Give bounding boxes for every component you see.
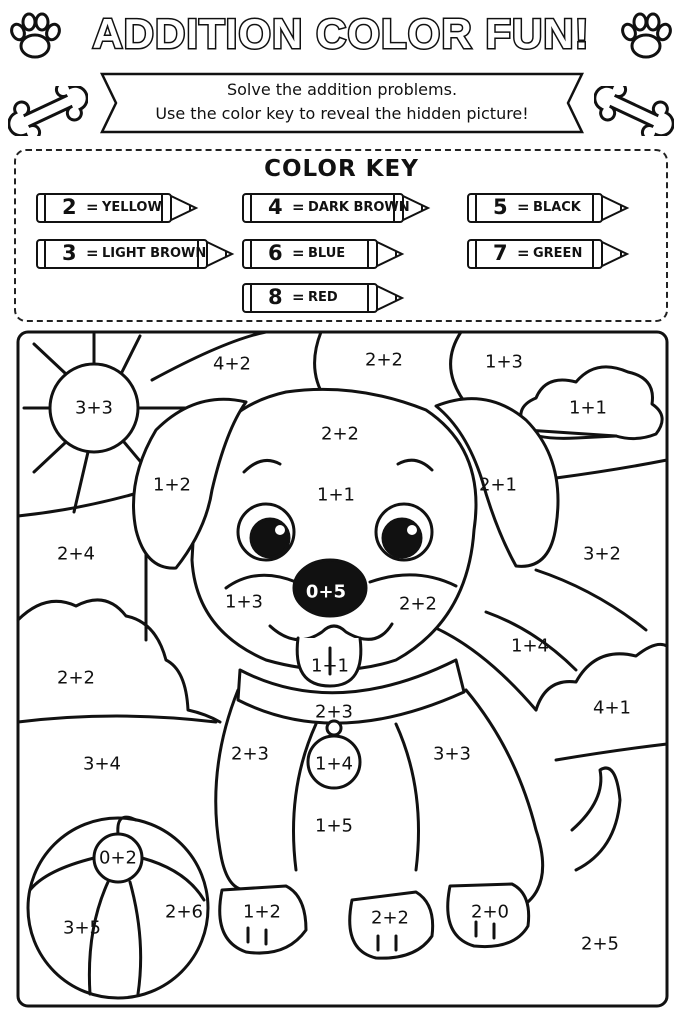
color-key-entry <box>36 192 200 224</box>
key-number: 6 <box>268 241 283 265</box>
problem-nose: 0+5 <box>305 581 347 603</box>
problem-body-right: 3+3 <box>433 743 471 765</box>
problem-ball-right: 2+6 <box>165 901 203 923</box>
key-color-name: YELLOW <box>102 200 162 215</box>
problem-ball-top: 0+2 <box>99 847 137 869</box>
problem-right-muzzle: 2+2 <box>399 593 437 615</box>
problem-sky-top-left: 4+2 <box>213 353 251 375</box>
key-color-name: RED <box>308 290 338 305</box>
problem-body-left: 2+3 <box>231 743 269 765</box>
key-number: 8 <box>268 285 283 309</box>
key-color-name: LIGHT BROWN <box>102 246 207 261</box>
key-color-name: DARK BROWN <box>308 200 410 215</box>
bone-icon <box>594 86 674 136</box>
key-number: 3 <box>62 241 77 265</box>
key-color-name: BLACK <box>533 200 581 215</box>
problem-sky-top-middle: 2+2 <box>365 349 403 371</box>
key-number: 4 <box>268 195 283 219</box>
bone-icon <box>8 86 88 136</box>
paw-print-icon <box>617 8 675 66</box>
problem-ball-left: 3+5 <box>63 917 101 939</box>
coloring-picture <box>16 330 669 1008</box>
problem-left-ear: 1+2 <box>153 474 191 496</box>
problem-collar: 2+3 <box>315 701 353 723</box>
color-key-entry <box>467 238 631 270</box>
paw-print-icon <box>6 8 64 66</box>
key-equals: = <box>292 288 305 306</box>
problem-tag: 1+4 <box>315 753 353 775</box>
color-key-entry <box>36 238 236 270</box>
problem-left-paw: 1+2 <box>243 901 281 923</box>
problem-bush-left: 2+2 <box>57 667 95 689</box>
instruction-line-1: Solve the addition problems. <box>226 80 458 99</box>
problem-hill-right: 1+4 <box>511 635 549 657</box>
problem-bush-right: 4+1 <box>593 697 631 719</box>
color-key-entry <box>242 282 406 314</box>
key-equals: = <box>517 244 530 262</box>
key-equals: = <box>86 244 99 262</box>
problem-left-muzzle: 1+3 <box>225 591 263 613</box>
key-color-name: BLUE <box>308 246 346 261</box>
key-number: 5 <box>493 195 508 219</box>
problem-grass-left: 3+4 <box>83 753 121 775</box>
problem-grass-right: 2+5 <box>581 933 619 955</box>
title-text: ADDITION COLOR FUN! <box>92 10 590 57</box>
problem-tongue: 1+1 <box>311 655 349 677</box>
color-key-entry <box>242 192 432 224</box>
instruction-line-2: Use the color key to reveal the hidden picture! <box>155 104 529 123</box>
problem-chest: 1+5 <box>315 815 353 837</box>
key-number: 7 <box>493 241 508 265</box>
key-number: 2 <box>62 195 77 219</box>
page-title <box>0 0 683 70</box>
key-equals: = <box>86 198 99 216</box>
key-equals: = <box>517 198 530 216</box>
key-equals: = <box>292 244 305 262</box>
problem-sun: 3+3 <box>75 397 113 419</box>
problem-dog-face: 1+1 <box>317 484 355 506</box>
problem-sky-right: 3+2 <box>583 543 621 565</box>
problem-sky-left: 2+4 <box>57 543 95 565</box>
problem-middle-paw: 2+2 <box>371 907 409 929</box>
color-key-entry <box>242 238 406 270</box>
problem-right-paw: 2+0 <box>471 901 509 923</box>
key-equals: = <box>292 198 305 216</box>
problem-sky-top-right: 1+3 <box>485 351 523 373</box>
color-key-title: COLOR KEY <box>264 156 419 182</box>
key-color-name: GREEN <box>533 246 583 261</box>
problem-right-ear: 2+1 <box>479 474 517 496</box>
instructions-banner <box>100 70 584 136</box>
color-key-entry <box>467 192 631 224</box>
problem-cloud-right: 1+1 <box>569 397 607 419</box>
problem-dog-head-top: 2+2 <box>321 423 359 445</box>
